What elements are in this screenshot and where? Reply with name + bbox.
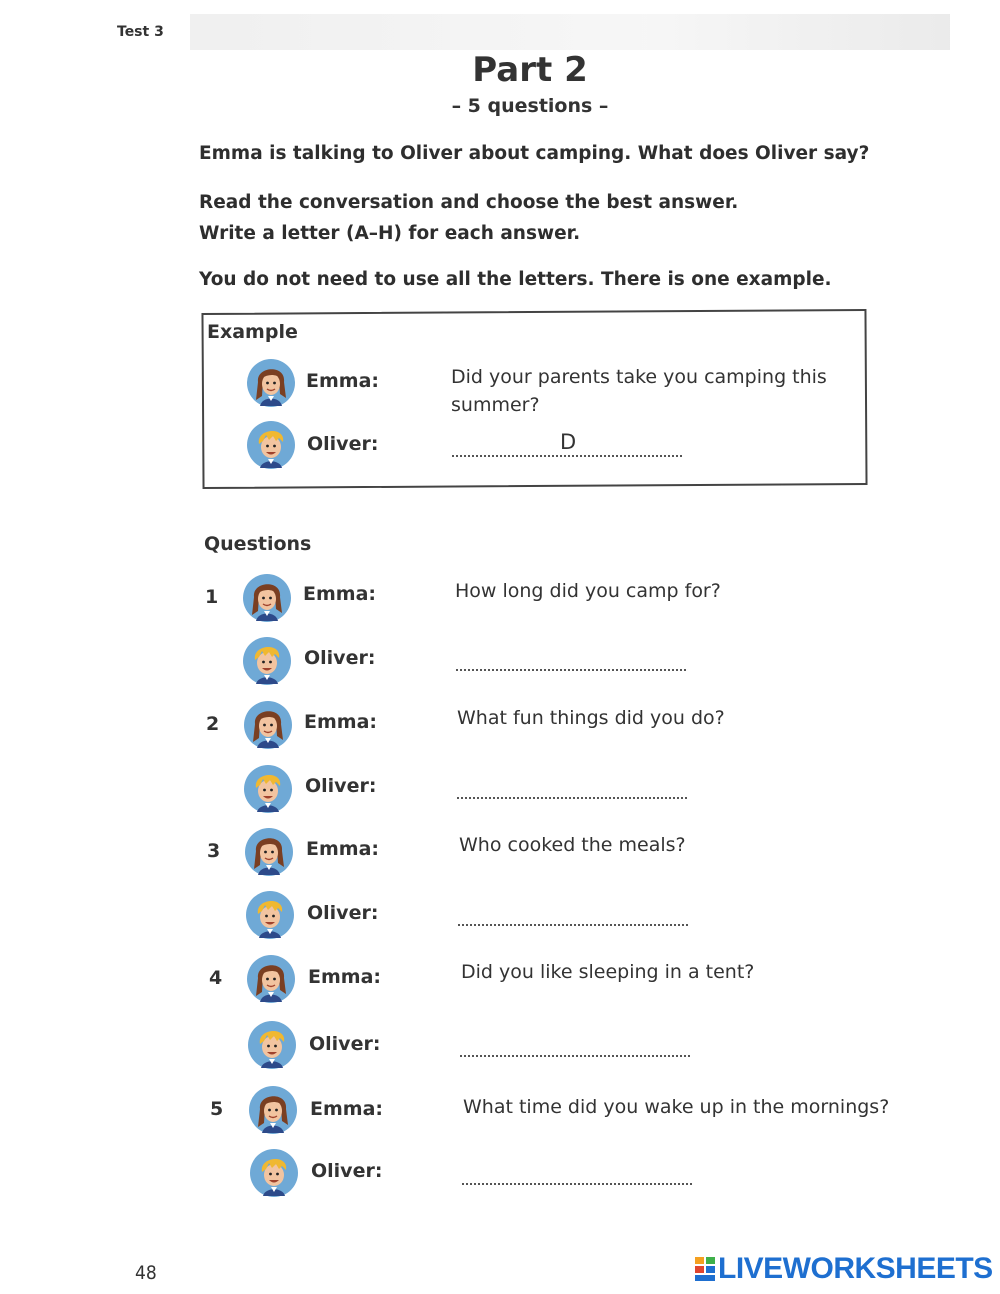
emma-avatar-icon (246, 954, 296, 1004)
speaker-oliver: Oliver: (307, 902, 379, 924)
scan-shading (190, 14, 950, 50)
speaker-emma: Emma: (308, 966, 381, 988)
oliver-avatar-icon (246, 420, 296, 470)
question-number: 2 (206, 713, 220, 735)
example-answer: D (560, 430, 577, 454)
speaker-emma: Emma: (306, 838, 379, 860)
question-number: 1 (205, 586, 219, 608)
answer-input-3[interactable] (458, 922, 688, 926)
brand-name: LIVEWORKSHEETS (718, 1252, 993, 1285)
question-number: 3 (207, 840, 221, 862)
part-title: Part 2 (472, 50, 588, 90)
emma-avatar-icon (246, 358, 296, 408)
speaker-emma: Emma: (306, 370, 379, 392)
answer-input-1[interactable] (456, 667, 686, 671)
speaker-oliver: Oliver: (304, 647, 376, 669)
oliver-avatar-icon (249, 1148, 299, 1198)
emma-avatar-icon (242, 573, 292, 623)
questions-title: Questions (204, 533, 312, 555)
instruction-letters: You do not need to use all the letters. There is one example. (199, 269, 832, 290)
page-number: 48 (135, 1262, 157, 1284)
emma-avatar-icon (248, 1085, 298, 1135)
question-text: How long did you camp for? (455, 580, 721, 602)
question-text: What fun things did you do? (457, 707, 725, 729)
instruction-write: Write a letter (A–H) for each answer. (199, 223, 581, 244)
question-number: 5 (210, 1098, 224, 1120)
example-emma-line-2: summer? (451, 394, 540, 416)
oliver-avatar-icon (247, 1020, 297, 1070)
answer-input-2[interactable] (457, 795, 687, 799)
instruction-intro: Emma is talking to Oliver about camping. What does Oliver say? (199, 143, 870, 164)
question-text: Did you like sleeping in a tent? (461, 961, 755, 983)
speaker-oliver: Oliver: (307, 433, 379, 455)
example-title: Example (207, 321, 298, 343)
emma-avatar-icon (243, 700, 293, 750)
test-label: Test 3 (117, 24, 164, 40)
example-emma-line-1: Did your parents take you camping this (451, 366, 827, 388)
oliver-avatar-icon (245, 890, 295, 940)
speaker-oliver: Oliver: (311, 1160, 383, 1182)
liveworksheets-logo (694, 1252, 993, 1286)
speaker-oliver: Oliver: (309, 1033, 381, 1055)
answer-input-5[interactable] (462, 1181, 692, 1185)
speaker-emma: Emma: (310, 1098, 383, 1120)
speaker-emma: Emma: (303, 583, 376, 605)
speaker-oliver: Oliver: (305, 775, 377, 797)
answer-input-4[interactable] (460, 1053, 690, 1057)
part-subtitle: – 5 questions – (451, 95, 609, 117)
speaker-emma: Emma: (304, 711, 377, 733)
instruction-read: Read the conversation and choose the best answer. (199, 192, 739, 213)
oliver-avatar-icon (242, 636, 292, 686)
question-text: What time did you wake up in the mornings? (463, 1096, 890, 1118)
question-number: 4 (209, 967, 223, 989)
liveworksheets-logo-icon (694, 1256, 716, 1282)
question-text: Who cooked the meals? (459, 834, 686, 856)
emma-avatar-icon (244, 827, 294, 877)
oliver-avatar-icon (243, 764, 293, 814)
